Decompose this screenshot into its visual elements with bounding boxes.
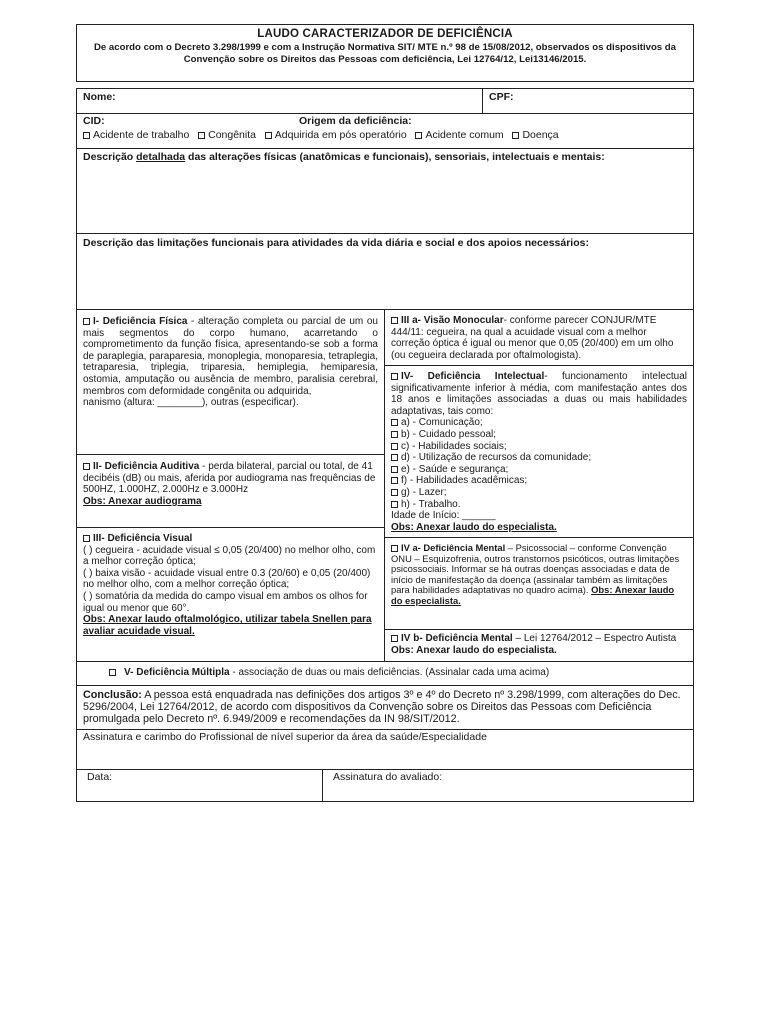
item-label: g) - Lazer; (401, 486, 447, 498)
row-conclusao (76, 685, 694, 729)
intelectual-obs: Obs: Anexar laudo do especialista. (391, 521, 557, 533)
limitacoes-field[interactable] (77, 234, 693, 309)
fisica-section (77, 310, 384, 454)
item-label: b) - Cuidado pessoal; (401, 428, 497, 440)
option-label: Adquirida em pós operatório (274, 128, 407, 141)
mental-section (385, 537, 693, 629)
assinatura-profissional-label: Assinatura e carimbo do Profissional de nível superior da área da saúde/Especialidade (83, 731, 487, 743)
origem-option-doenca[interactable] (512, 130, 558, 142)
checkbox-icon (391, 454, 398, 461)
fisica-text: - alteração completa ou parcial de um ou mais segmentos do corpo humano, acarretando o comprometimento da função física, apresentando-se sob a forma de paraplegia, paraparesia, monoplegia, monoparesia, tetraplegia, tetraparesia, triplegia, triparesia, hemiplegia, hemiparesia, ostomia, amputação ou ausência de membro, paralisia cerebral, membros com deformidade congênita ou adquirida, (83, 316, 378, 397)
visual-item-cegueira: ( ) cegueira - acuidade visual ≤ 0,05 (20/400) no melhor olho, com a melhor correção óptica; (83, 544, 376, 568)
item-label: d) - Utilização de recursos da comunidade; (401, 452, 592, 464)
intelectual-checkbox-icon[interactable] (391, 373, 398, 380)
row-assinatura-profissional[interactable] (76, 729, 694, 769)
visual-obs: Obs: Anexar laudo oftalmológico, utilizar tabela Snellen para avaliar acuidade visual. (83, 614, 372, 637)
nome-label: Nome: (83, 91, 116, 103)
auditiva-obs: Obs: Anexar audiograma (83, 495, 202, 507)
mental-title: IV a- Deficiência Mental (401, 542, 506, 553)
form-body (76, 88, 694, 802)
visual-section (77, 527, 384, 661)
cpf-field[interactable] (482, 89, 693, 113)
right-column (384, 310, 693, 661)
origem-label: Origem da deficiência: (299, 115, 412, 127)
item-label: c) - Habilidades sociais; (401, 440, 507, 452)
fisica-nanismo: nanismo (altura: ________), outras (especificar). (83, 397, 299, 409)
mental-checkbox-icon[interactable] (391, 545, 398, 552)
multipla-title: V- Deficiência Múltipla (124, 667, 230, 678)
row-nome-cpf (76, 88, 694, 113)
intelectual-item[interactable] (391, 441, 687, 453)
conclusao-section (77, 686, 693, 729)
monocular-checkbox-icon[interactable] (391, 317, 398, 324)
intelectual-section (385, 365, 693, 537)
checkbox-icon (198, 132, 205, 139)
checkbox-icon (415, 132, 422, 139)
autismo-text: – Lei 12764/2012 – Espectro Autista (512, 633, 677, 644)
monocular-text: - conforme parecer CONJUR/MTE 444/11: cegueira, na qual a acuidade visual com a melhor correção óptica é igual ou menor que 0,05 (20/400) em um olho (ou cegueira declarada por oftalmologista). (391, 315, 674, 361)
checkbox-icon (512, 132, 519, 139)
item-label: f) - Habilidades acadêmicas; (401, 475, 528, 487)
option-label: Doença (522, 128, 559, 141)
row-limitacoes[interactable] (76, 233, 694, 309)
checkbox-icon (391, 443, 398, 450)
intelectual-title: IV- Deficiência Intelectual (401, 371, 545, 382)
item-label: h) - Trabalho. (401, 498, 461, 510)
intelectual-item[interactable] (391, 464, 687, 476)
cid-label: CID: (83, 115, 105, 127)
multipla-section (77, 662, 693, 685)
intelectual-item[interactable] (391, 417, 687, 429)
intelectual-item[interactable] (391, 452, 687, 464)
checkbox-icon (391, 501, 398, 508)
option-label: Acidente comum (425, 128, 504, 141)
auditiva-checkbox-icon[interactable] (83, 463, 90, 470)
origem-option-acidente-comum[interactable] (415, 130, 503, 142)
row-descricao[interactable] (76, 148, 694, 233)
visual-item-baixa-visao: ( ) baixa visão - acuidade visual entre 0.3 (20/60) e 0,05 (20/400) no melhor olho, com a melhor correção óptica; (83, 567, 371, 591)
descricao-label-pre: Descrição (83, 151, 137, 163)
conclusao-text: A pessoa está enquadrada nas definições dos artigos 3º e 4º do Decreto nº 3.298/1999, com alterações do Dec. 5296/2004, Lei 12764/2012, de acordo com dispositivos da Convenção sobre os Direitos das Pessoas com Deficiência promulgada pelo Decreto nº. 6.949/2009 e recomendações da IN 98/SIT/2012. (83, 689, 681, 725)
item-label: e) - Saúde e segurança; (401, 463, 509, 475)
checkbox-icon (83, 132, 90, 139)
nome-field[interactable] (77, 89, 482, 113)
row-data-assinatura (76, 769, 694, 802)
autismo-checkbox-icon[interactable] (391, 635, 398, 642)
data-field[interactable] (77, 770, 322, 801)
row-multipla (76, 661, 694, 685)
laudo-form (76, 24, 694, 802)
autismo-title: IV b- Deficiência Mental (401, 633, 513, 644)
intelectual-text: - funcionamento intelectual significativamente inferior à média, com manifestação antes dos 18 anos e limitações associadas a duas ou mais habilidades adaptativas, tais como: (391, 371, 687, 417)
form-header (76, 24, 694, 82)
intelectual-idade[interactable]: Idade de Início: ______ (391, 510, 496, 522)
intelectual-item[interactable] (391, 487, 687, 499)
intelectual-item[interactable] (391, 499, 687, 511)
autismo-section (385, 629, 693, 661)
limitacoes-label: Descrição das limitações funcionais para atividades da vida diária e social e dos apoios necessários: (83, 237, 589, 249)
cid-origem-cell (77, 114, 693, 148)
row-cid-origem (76, 113, 694, 148)
descricao-label-detalhada: detalhada (136, 151, 186, 163)
origem-options (83, 130, 687, 142)
assinatura-avaliado-label: Assinatura do avaliado: (333, 771, 443, 783)
left-column (77, 310, 384, 661)
fisica-title: I- Deficiência Física (93, 316, 188, 327)
intelectual-item[interactable] (391, 475, 687, 487)
auditiva-text: - perda bilateral, parcial ou total, de 41 decibéis (dB) ou mais, aferida por audiograma nas frequências de 500HZ, 1.000HZ, 2.000Hz e 3.000Hz (83, 461, 376, 496)
autismo-obs: Obs: Anexar laudo do especialista. (391, 644, 557, 656)
checkbox-icon (391, 431, 398, 438)
assinatura-profissional-field[interactable] (77, 730, 693, 769)
option-label: Congênita (208, 128, 256, 141)
checkbox-icon (265, 132, 272, 139)
fisica-checkbox-icon[interactable] (83, 318, 90, 325)
assinatura-avaliado-field[interactable] (322, 770, 693, 801)
mental-text: – Psicossocial – conforme Convenção ONU – Esquizofrenia, outros transtornos psicóticos, outras limitações psicossociais. Informar se há outras doenças associadas e data de início de manifestação da doença (assinalar também as limitações para habilidades adaptativas no quadro acima). (391, 542, 680, 596)
item-label: a) - Comunicação; (401, 417, 483, 429)
checkbox-icon (391, 466, 398, 473)
auditiva-section (77, 454, 384, 527)
visual-checkbox-icon[interactable] (83, 535, 90, 542)
descricao-label-post: das alterações físicas (anatômicas e funcionais), sensoriais, intelectuais e mentais: (185, 151, 605, 163)
intelectual-items (391, 417, 687, 533)
checkbox-icon (391, 477, 398, 484)
monocular-section (385, 310, 693, 365)
data-label: Data: (87, 771, 113, 783)
descricao-field[interactable] (77, 149, 693, 233)
conclusao-label: Conclusão: (83, 689, 142, 701)
checkbox-icon (391, 489, 398, 496)
multipla-checkbox-icon[interactable] (109, 669, 116, 676)
row-deficiencias (76, 309, 694, 661)
form-subtitle: De acordo com o Decreto 3.298/1999 e com a Instrução Normativa SIT/ MTE n.º 98 de 15/08/2012, observados os dispositivos da Convenção sobre os Direitos das Pessoas com deficiência, Lei 12764/12, Lei13146/2015. (93, 42, 677, 65)
origem-option-congenita[interactable] (198, 130, 256, 142)
form-title: LAUDO CARACTERIZADOR DE DEFICIÊNCIA (257, 28, 513, 40)
origem-option-acidente-trabalho[interactable] (83, 130, 189, 142)
mental-obs: Obs: Anexar laudo do especialista. (391, 584, 675, 606)
auditiva-title: II- Deficiência Auditiva (93, 461, 200, 472)
option-label: Acidente de trabalho (93, 128, 190, 141)
monocular-title: III a- Visão Monocular (401, 315, 504, 326)
visual-title: III- Deficiência Visual (93, 533, 193, 544)
multipla-text: - associação de duas ou mais deficiências. (Assinalar cada uma acima) (229, 667, 550, 678)
cpf-label: CPF: (489, 91, 514, 103)
checkbox-icon (391, 419, 398, 426)
visual-item-campo-visual: ( ) somatória da medida do campo visual em ambos os olhos for igual ou menor que 60°. (83, 590, 368, 614)
origem-option-adquirida[interactable] (265, 130, 407, 142)
intelectual-item[interactable] (391, 429, 687, 441)
